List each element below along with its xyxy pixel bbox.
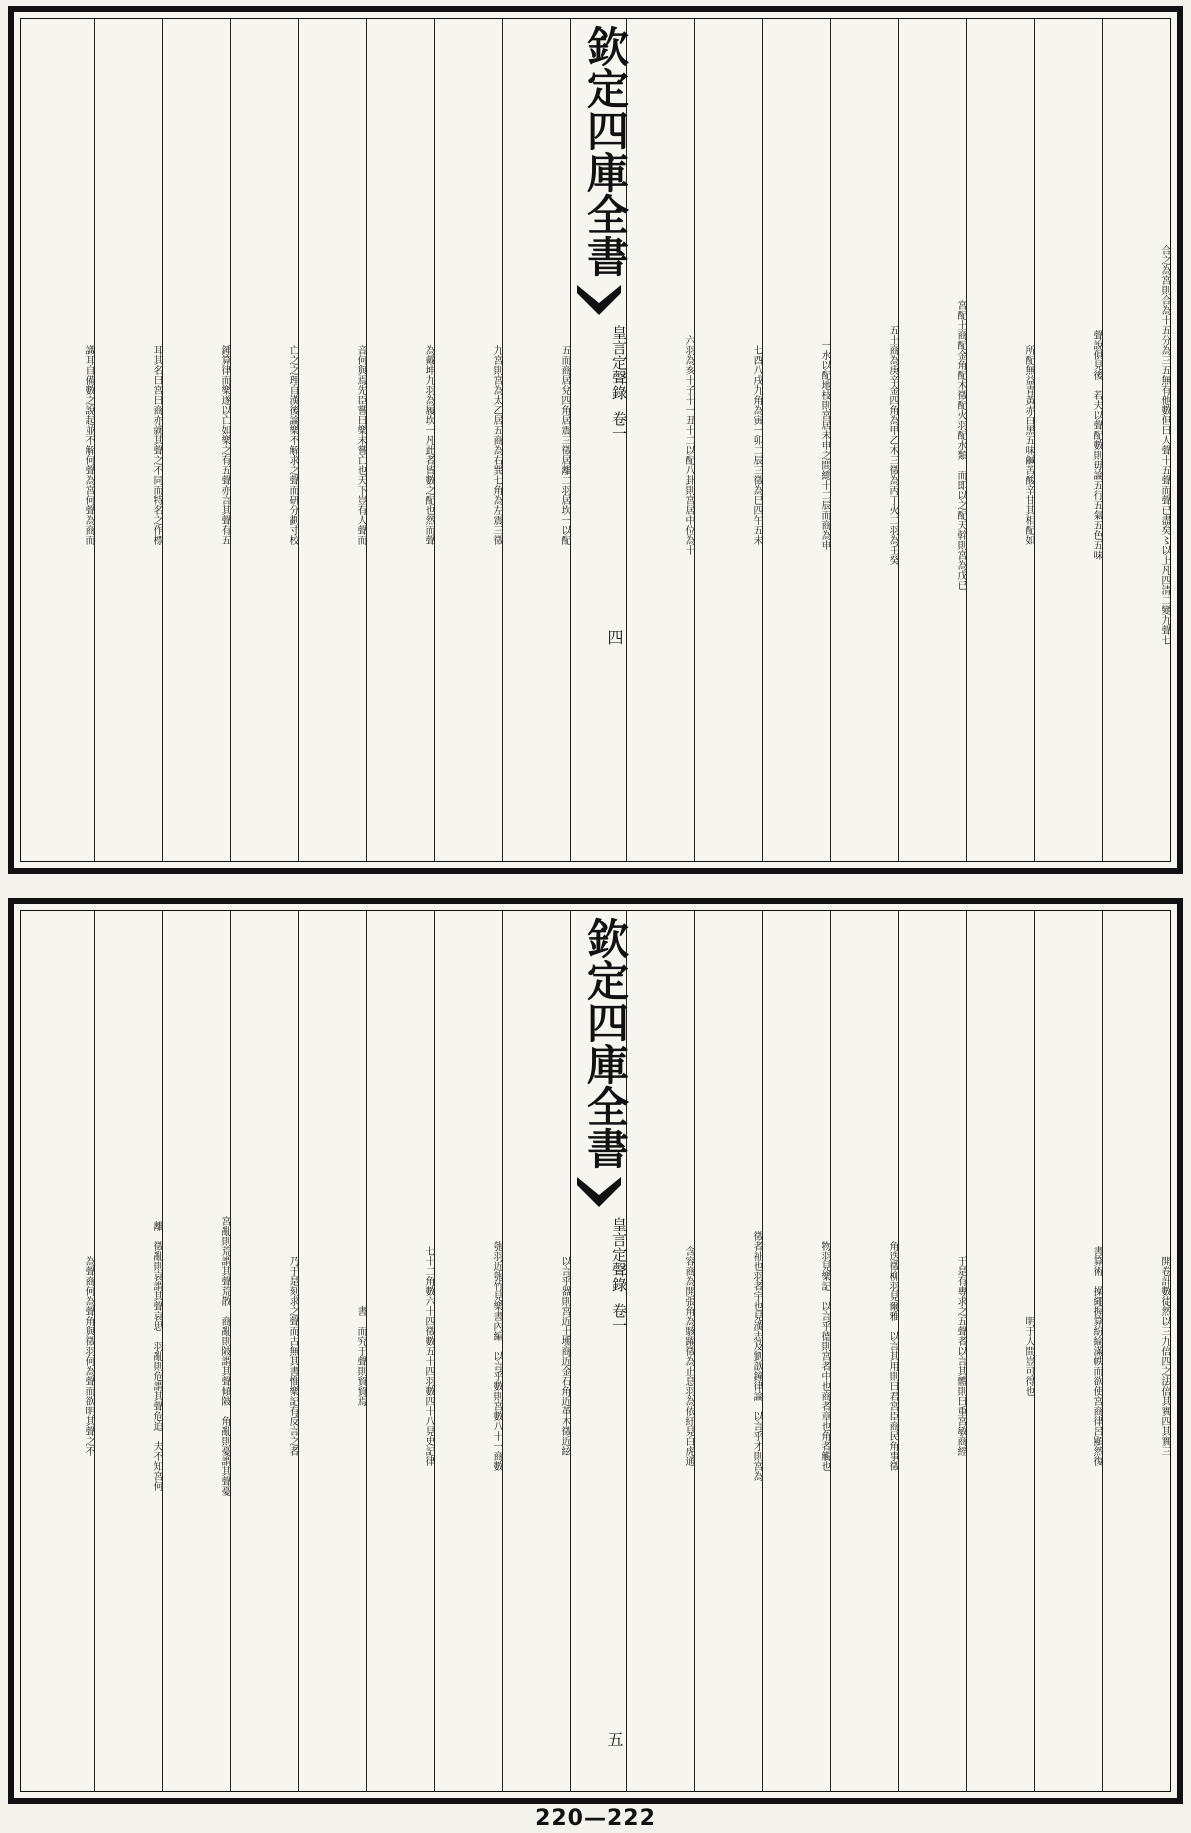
upper-col-r8 <box>626 19 694 861</box>
lower-col-l1-text: 以言乎器則宮近土壎商近金石角近革木徵近絃 <box>559 1256 570 1456</box>
upper-col-r4-text: 宮配土商配金角配木徵配火羽配水類 而即以之配天幹則宮為戊已 <box>955 300 966 590</box>
upper-col-r1 <box>1102 19 1170 861</box>
upper-col-r2-text: 聲說俱見後 若夫以聲配數則毋論五行五氣五色五味 <box>1091 330 1102 560</box>
lower-center-title: 欽定四庫全書 <box>581 917 630 1169</box>
upper-col-r4 <box>898 19 966 861</box>
lower-col-r1 <box>1102 911 1170 1791</box>
lower-center-page-number: 五 <box>605 1731 624 1747</box>
lower-col-r2-text: 書算術 操繩握算紛綸滿帙而欲使宮商律呂顯然復 <box>1091 1246 1102 1466</box>
lower-col-r3-text: 明于人間豈可得也 <box>1023 1316 1034 1396</box>
upper-center-subtitle: 皇言定聲錄 <box>610 325 628 400</box>
lower-col-r7 <box>694 911 762 1791</box>
lower-col-r6 <box>762 911 830 1791</box>
lower-col-r5 <box>830 911 898 1791</box>
upper-page-frame <box>8 6 1183 874</box>
upper-col-l7 <box>94 19 162 861</box>
upper-col-l2 <box>434 19 502 861</box>
lower-col-l3 <box>366 911 434 1791</box>
upper-col-l2-text: 九宮則宮為太乙居五商為右巽七角為左震三徵 <box>491 345 502 545</box>
lower-col-r1-text: 開卷計數徒然以三九倍四之法倍其實四其實三 <box>1159 1256 1170 1456</box>
lower-center-volume: 卷一 <box>610 1303 628 1333</box>
upper-col-l1-text: 五而商居兌四角居震三徵居離二羽居坎一以配 <box>559 345 570 545</box>
upper-col-r5 <box>830 19 898 861</box>
lower-col-r8 <box>626 911 694 1791</box>
upper-center-column <box>570 19 630 861</box>
lower-col-l2-text: 匏羽近匏竹見樂書內編 以言乎數則宮數八十一商數 <box>491 1241 502 1471</box>
lower-center-subtitle: 皇言定聲錄 <box>610 1217 628 1292</box>
upper-fish-tail-icon <box>575 281 623 321</box>
lower-page-frame <box>8 898 1183 1804</box>
lower-col-r6-text: 物羽見樂記 以言乎德則宮者中也商者章也角者觸也 <box>819 1241 830 1471</box>
upper-col-l6-text: 鍾算律而樂遂以亡如樂之有五聲亦言其聲有五 <box>219 345 230 545</box>
upper-col-r6-text: 一水以配地枝則宮居未申之間總十二辰而商為申 <box>819 340 830 550</box>
upper-col-l3 <box>366 19 434 861</box>
lower-col-l3-text: 七十二角數六十四徵數五十四羽數四十八見史記律 <box>423 1246 434 1466</box>
lower-col-r7-text: 徵者祉也羽者宇也見漢志及劉歆鐘律論 以言乎才則宮為 <box>751 1231 762 1481</box>
lower-center-column <box>570 911 630 1791</box>
lower-col-l4-text: 書 而究于聲則貿貿焉 <box>355 1306 366 1406</box>
lower-page-columns <box>20 910 1171 1792</box>
lower-col-r4-text: 于是有專求之五聲者以言其體則曰重宮敏商經 <box>955 1256 966 1456</box>
upper-col-r7-text: 七酉八戌九角為寅一卯二辰三徵為巳四午五未 <box>751 345 762 545</box>
upper-col-r5-text: 五土商為庚辛金四角為甲乙木三徵為丙丁火二羽為壬癸 <box>887 325 898 565</box>
lower-col-l2 <box>434 911 502 1791</box>
lower-col-r8-text: 含容商為開張角為駭躍徵為止息羽為依紆見白虎通 <box>683 1246 694 1466</box>
lower-col-l6-text: 宮亂則荒謂其聲荒散 商亂則陂謂其聲傾陂 角亂則憂謂其聲憂 <box>219 1216 230 1496</box>
upper-col-r2 <box>1034 19 1102 861</box>
lower-col-r4 <box>898 911 966 1791</box>
upper-col-l5 <box>230 19 298 861</box>
upper-col-l5-text: 亡之之理自漢後論樂不解求之聲而研分劃寸校 <box>287 345 298 545</box>
lower-col-r3 <box>966 911 1034 1791</box>
upper-col-l4-text: 音何與焉先臣嘗曰樂未嘗亡也天下豈有人聲而 <box>355 345 366 545</box>
upper-col-l8-text: 識耳自備數之說起並不解何聲為宮何聲為商而 <box>83 345 94 545</box>
lower-col-l8 <box>21 911 94 1791</box>
upper-center-page-number: 四 <box>605 629 624 645</box>
upper-col-r3 <box>966 19 1034 861</box>
lower-col-l1 <box>502 911 570 1791</box>
lower-col-l7 <box>94 911 162 1791</box>
upper-center-title: 欽定四庫全書 <box>581 25 630 277</box>
footer-page-code: 220—222 <box>535 1806 656 1831</box>
upper-col-r3-text: 所配無益青黃赤白黑五味鹹苦酸辛甘其相配如 <box>1023 345 1034 545</box>
upper-col-l4 <box>298 19 366 861</box>
upper-col-l1 <box>502 19 570 861</box>
lower-col-l5 <box>230 911 298 1791</box>
lower-col-l4 <box>298 911 366 1791</box>
upper-col-r6 <box>762 19 830 861</box>
upper-col-l7-text: 耳其名曰宮曰商亦就其聲之不同而特名之作標 <box>151 345 162 545</box>
lower-fish-tail-icon <box>575 1173 623 1213</box>
lower-col-l5-text: 乃于是刻求之聲而古無其書惟樂記有反言之者 <box>287 1256 298 1456</box>
lower-col-l6 <box>162 911 230 1791</box>
lower-col-l7-text: 離 徵亂則哀謂其聲哀思 羽亂則危謂其聲危迫 夫不知宮何 <box>151 1221 162 1491</box>
lower-col-r2 <box>1034 911 1102 1791</box>
upper-page-columns <box>20 18 1171 862</box>
upper-col-l3-text: 為戴坤九羽為履坎一凡此者皆數之配也然而聲 <box>423 345 434 545</box>
lower-col-l8-text: 為聲商何為聲角與徵羽何為聲而欲明其聲之不 <box>83 1256 94 1456</box>
upper-col-l8 <box>21 19 94 861</box>
upper-col-r1-text: 合之為宮則合為十五分為三五無有他數但曰人聲十五聲而聲已盡矣〻以上凡四清二變九聲七 <box>1159 245 1170 645</box>
upper-col-r7 <box>694 19 762 861</box>
upper-col-l6 <box>162 19 230 861</box>
upper-center-volume: 卷一 <box>610 411 628 441</box>
upper-col-r8-text: 六羽為亥十子十一丑十二以配八卦則宮居中位為十 <box>683 335 694 555</box>
lower-col-r5-text: 角迭徵柳羽見爾雅 以言其用則曰君宮臣商民角事徵 <box>887 1241 898 1471</box>
